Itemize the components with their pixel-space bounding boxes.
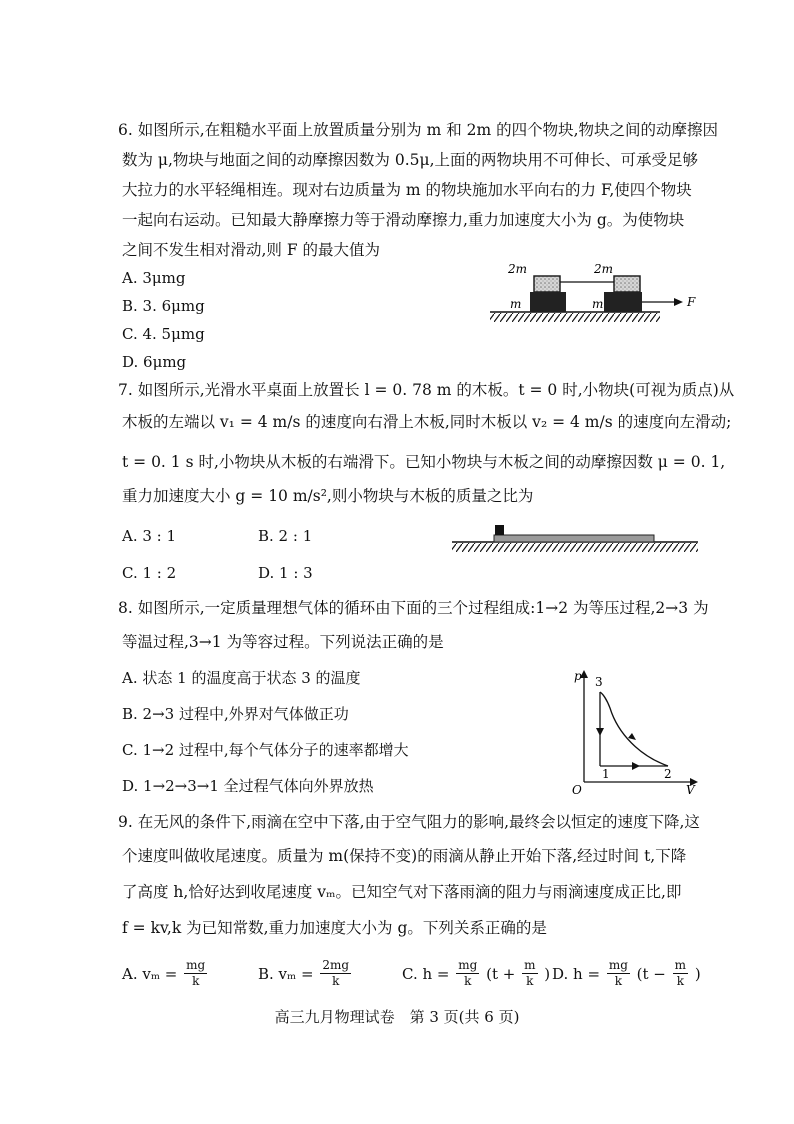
label-top-left: 2m xyxy=(508,262,528,276)
q9-option-b xyxy=(258,958,353,1002)
force-arrow-head xyxy=(674,298,683,306)
q7-line-3: t = 0. 1 s 时,小物块从木板的右端滑下。已知小物块与木板之间的动摩擦因数 μ = 0. 1, xyxy=(122,453,726,471)
q9-d-paren-close: ) xyxy=(694,964,701,983)
q7-option-a: A. 3 : 1 xyxy=(122,527,177,545)
q6-line-1: 6. 如图所示,在粗糙水平面上放置质量分别为 m 和 2m 的四个物块,物块之间的动摩擦因 xyxy=(118,121,719,139)
q6-line-4: 一起向右运动。已知最大静摩擦力等于滑动摩擦力,重力加速度大小为 g。为使物块 xyxy=(122,211,685,229)
block-top-left xyxy=(534,276,560,292)
point-label-3: 3 xyxy=(595,675,603,689)
label-bottom-left: m xyxy=(510,297,522,311)
q8-pv-graph xyxy=(570,668,700,796)
q7-board-figure xyxy=(450,520,700,554)
q9-a-prefix: A. vₘ = xyxy=(122,964,178,983)
q7-option-c: C. 1 : 2 xyxy=(122,564,177,582)
q9-c-prefix: C. h = xyxy=(402,964,450,983)
point-label-1: 1 xyxy=(602,767,610,781)
q9-c-fraction xyxy=(456,958,479,989)
q6-blocks-figure xyxy=(488,258,704,330)
x-axis-label: V xyxy=(686,783,695,796)
origin-label: O xyxy=(572,783,582,796)
q9-b-prefix: B. vₘ = xyxy=(258,964,314,983)
q9-line-3: 了高度 h,恰好达到收尾速度 vₘ。已知空气对下落雨滴的阻力与雨滴速度成正比,即 xyxy=(122,883,682,901)
isotherm-arrow xyxy=(628,733,636,740)
q9-line-1: 9. 在无风的条件下,雨滴在空中下落,由于空气阻力的影响,最终会以恒定的速度下降,这 xyxy=(118,813,700,831)
q8-option-b: B. 2→3 过程中,外界对气体做正功 xyxy=(122,705,349,723)
q8-option-a: A. 状态 1 的温度高于状态 3 的温度 xyxy=(122,669,361,687)
y-axis-label: p xyxy=(574,669,582,683)
page-footer: 高三九月物理试卷 第 3 页(共 6 页) xyxy=(274,1008,520,1026)
q9-line-2: 个速度叫做收尾速度。质量为 m(保持不变)的雨滴从静止开始下落,经过时间 t,下降 xyxy=(122,847,687,865)
point-label-2: 2 xyxy=(664,767,672,781)
block-bottom-left xyxy=(530,292,566,312)
q9-a-den: k xyxy=(192,974,200,988)
label-top-right: 2m xyxy=(594,262,614,276)
q9-b-fraction xyxy=(320,958,351,989)
q9-d-den: k xyxy=(614,974,622,988)
label-bottom-right: m xyxy=(592,297,604,311)
q6-line-2: 数为 μ,物块与地面之间的动摩擦因数为 0.5μ,上面的两物块用不可伸长、可承受足够 xyxy=(122,151,699,169)
q7-option-d: D. 1 : 3 xyxy=(258,564,313,582)
q9-d-paren-open: (t − xyxy=(636,964,666,983)
q9-c-num: mg xyxy=(458,958,478,972)
q9-d-inner-fraction xyxy=(673,958,688,989)
q9-c-inner-fraction xyxy=(522,958,537,989)
q9-line-4: f = kv,k 为已知常数,重力加速度大小为 g。下列关系正确的是 xyxy=(122,919,547,937)
q8-line-2: 等温过程,3→1 为等容过程。下列说法正确的是 xyxy=(122,633,444,651)
ground-hatch xyxy=(490,313,660,322)
q9-d-inner-den: k xyxy=(676,974,684,988)
board xyxy=(494,535,654,542)
isobar-arrow xyxy=(632,762,640,770)
q9-c-inner-num: m xyxy=(524,958,536,972)
q9-option-c xyxy=(402,958,550,1002)
q6-line-5: 之间不发生相对滑动,则 F 的最大值为 xyxy=(122,241,381,259)
q9-c-paren-open: (t + xyxy=(486,964,516,983)
q9-b-den: k xyxy=(332,974,340,988)
q7-line-1: 7. 如图所示,光滑水平桌面上放置长 l = 0. 78 m 的木板。t = 0 时,小物块(可视为质点)从 xyxy=(118,381,735,399)
q6-option-c: C. 4. 5μmg xyxy=(122,325,205,343)
q9-d-fraction xyxy=(607,958,630,989)
q9-c-paren-close: ) xyxy=(544,964,551,983)
block-top-right xyxy=(614,276,640,292)
table-hatch xyxy=(452,543,698,552)
q8-line-1: 8. 如图所示,一定质量理想气体的循环由下面的三个过程组成:1→2 为等压过程,2→3 为 xyxy=(118,599,709,617)
q6-option-a: A. 3μmg xyxy=(122,269,186,287)
q9-d-prefix: D. h = xyxy=(552,964,601,983)
q9-a-fraction xyxy=(184,958,207,989)
small-block xyxy=(495,525,504,535)
q9-b-num: 2mg xyxy=(322,958,350,972)
q9-option-d xyxy=(552,958,701,1002)
isochore-arrow xyxy=(596,728,604,736)
q7-line-2: 木板的左端以 v₁ = 4 m/s 的速度向右滑上木板,同时木板以 v₂ = 4 m/s 的速度向左滑动; xyxy=(122,413,732,431)
q9-d-num: mg xyxy=(608,958,628,972)
q7-option-b: B. 2 : 1 xyxy=(258,527,313,545)
q9-d-inner-num: m xyxy=(674,958,687,972)
block-bottom-right xyxy=(604,292,642,312)
q9-c-den: k xyxy=(464,974,472,988)
q9-a-num: mg xyxy=(186,958,206,972)
isotherm-2-3 xyxy=(600,692,668,766)
q8-option-d: D. 1→2→3→1 全过程气体向外界放热 xyxy=(122,777,374,795)
q8-option-c: C. 1→2 过程中,每个气体分子的速率都增大 xyxy=(122,741,409,759)
q9-c-inner-den: k xyxy=(526,974,534,988)
q9-option-a xyxy=(122,958,209,1002)
q6-option-b: B. 3. 6μmg xyxy=(122,297,205,315)
label-force: F xyxy=(687,295,696,309)
q6-line-3: 大拉力的水平轻绳相连。现对右边质量为 m 的物块施加水平向右的力 F,使四个物块 xyxy=(122,181,692,199)
q6-option-d: D. 6μmg xyxy=(122,353,187,371)
q7-line-4: 重力加速度大小 g = 10 m/s²,则小物块与木板的质量之比为 xyxy=(122,487,534,505)
